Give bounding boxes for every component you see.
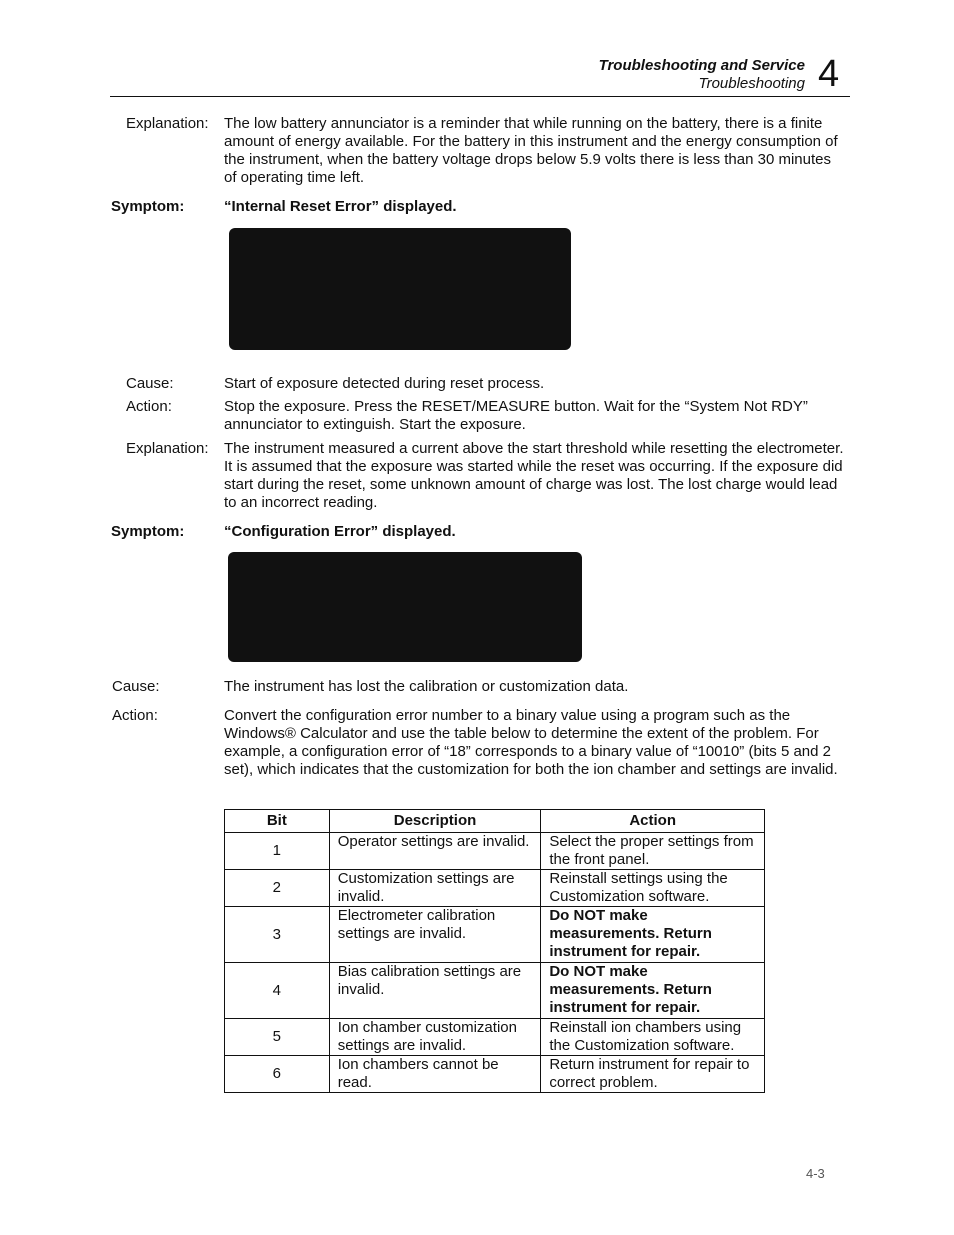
bit-cell: 1	[225, 833, 330, 870]
table-row	[225, 870, 765, 907]
symptom-text: “Internal Reset Error” displayed.	[224, 198, 457, 215]
action-cell: Reinstall settings using the Customization software.	[541, 870, 765, 907]
bit-cell: 2	[225, 870, 330, 907]
action-text: Convert the configuration error number to a binary value using a program such as the Windows® Calculator and use the table below to determine the extent of the problem. For example, a configuration error of “18” corresponds to a binary value of “10010” (bits 5 and 2 set), which indicates that the customization for both the ion chamber and settings are invalid.	[224, 707, 838, 778]
header-rule	[110, 96, 850, 97]
action-cell: Do NOT make measurements. Return instrument for repair.	[541, 963, 765, 1019]
explanation-text: The low battery annunciator is a reminder that while running on the battery, there is a finite amount of energy available. For the battery in this instrument and the energy consumption of the instrument, when the battery voltage drops below 5.9 volts there is less than 30 minutes of operating time left.	[224, 115, 838, 186]
action-cell: Select the proper settings from the front panel.	[541, 833, 765, 870]
action-label: Action:	[126, 398, 172, 415]
table-row	[225, 833, 765, 870]
bit-cell: 4	[225, 963, 330, 1019]
display-screen-image	[228, 552, 582, 662]
action-label: Action:	[112, 707, 158, 724]
column-header-action: Action	[541, 810, 765, 833]
chapter-number: 4	[818, 53, 840, 95]
table-row	[225, 1019, 765, 1056]
symptom-text: “Configuration Error” displayed.	[224, 523, 456, 540]
description-cell: Operator settings are invalid.	[329, 833, 541, 870]
symptom-label: Symptom:	[111, 198, 185, 215]
cause-text: Start of exposure detected during reset process.	[224, 375, 545, 392]
description-cell: Ion chambers cannot be read.	[329, 1056, 541, 1093]
description-cell: Electrometer calibration settings are invalid.	[329, 907, 541, 963]
running-header-title: Troubleshooting and Service	[598, 57, 805, 74]
bit-cell: 5	[225, 1019, 330, 1056]
config-error-bits-table	[224, 809, 765, 1093]
symptom-label: Symptom:	[111, 523, 185, 540]
description-cell: Bias calibration settings are invalid.	[329, 963, 541, 1019]
description-cell: Customization settings are invalid.	[329, 870, 541, 907]
table-row	[225, 963, 765, 1019]
bit-cell: 6	[225, 1056, 330, 1093]
action-cell: Return instrument for repair to correct problem.	[541, 1056, 765, 1093]
cause-text: The instrument has lost the calibration or customization data.	[224, 678, 629, 695]
table-header-row	[225, 810, 765, 833]
page-number: 4-3	[806, 1166, 825, 1181]
display-screen-image	[229, 228, 571, 350]
running-header-subtitle: Troubleshooting	[698, 75, 805, 92]
table-row	[225, 1056, 765, 1093]
column-header-description: Description	[329, 810, 541, 833]
table-row	[225, 907, 765, 963]
explanation-label: Explanation:	[126, 440, 209, 457]
column-header-bit: Bit	[225, 810, 330, 833]
cause-label: Cause:	[112, 678, 160, 695]
cause-label: Cause:	[126, 375, 174, 392]
action-cell: Reinstall ion chambers using the Customization software.	[541, 1019, 765, 1056]
action-text: Stop the exposure. Press the RESET/MEASURE button. Wait for the “System Not RDY” annunciator to extinguish. Start the exposure.	[224, 398, 808, 433]
bit-cell: 3	[225, 907, 330, 963]
explanation-text: The instrument measured a current above the start threshold while resetting the electrometer. It is assumed that the exposure was started while the reset was occurring. If the exposure did start during the reset, some unknown amount of charge was lost. The lost charge would lead to an incorrect reading.	[224, 440, 844, 511]
action-cell: Do NOT make measurements. Return instrument for repair.	[541, 907, 765, 963]
description-cell: Ion chamber customization settings are invalid.	[329, 1019, 541, 1056]
explanation-label: Explanation:	[126, 115, 209, 132]
